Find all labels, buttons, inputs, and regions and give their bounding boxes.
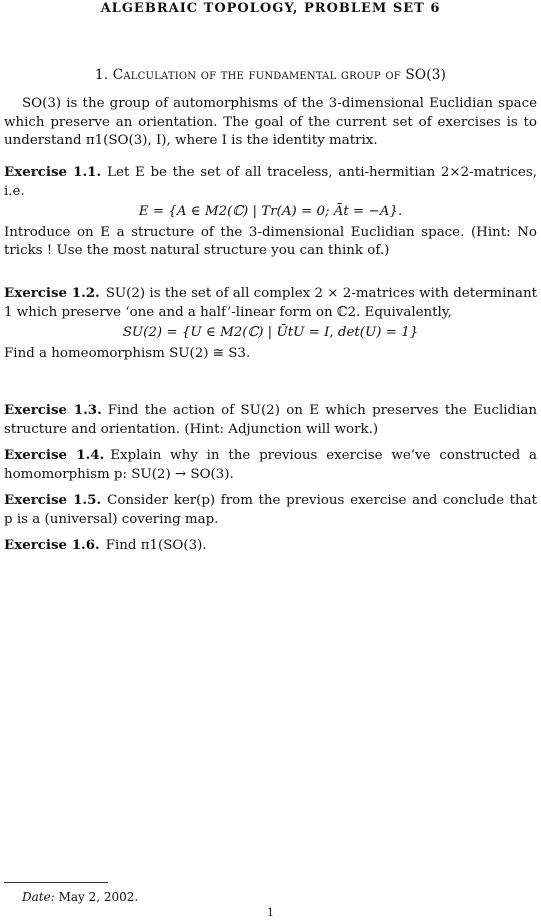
exercise-1-3 xyxy=(4,401,537,439)
footnote-label: Date: xyxy=(22,890,55,904)
exercise-text: Find the action of SU(2) on E which preserves the Euclidian structure and orientation. (Hint: Adjunction will work.) xyxy=(4,403,537,437)
exercise-label: Exercise 1.1. xyxy=(4,164,102,180)
exercise-followup: Find a homeomorphism SU(2) ≅ S3. xyxy=(4,345,251,361)
display-equation: E = {A ∈ M2(ℂ) | Tr(A) = 0; Āt = −A}. xyxy=(138,204,403,220)
exercise-label: Exercise 1.3. xyxy=(4,402,102,418)
exercise-text: Consider ker(p) from the previous exercise and conclude that p is a (universal) covering map. xyxy=(4,493,537,527)
exercise-followup: Introduce on E a structure of the 3-dimensional Euclidian space. (Hint: No tricks ! Use the most natural structure you can think of.) xyxy=(4,224,537,259)
exercise-1-6 xyxy=(4,536,537,556)
page-number: 1 xyxy=(267,906,274,919)
intro-paragraph: SO(3) is the group of automorphisms of the 3-dimensional Euclidian space which preserve an orientation. The goal of the current set of exercises is to understand π1(SO(3), I), where I is the identity matrix. xyxy=(4,96,537,149)
section-heading: 1. Calculation of the fundamental group of SO(3) xyxy=(94,67,447,83)
exercise-label: Exercise 1.6. xyxy=(4,537,100,553)
intro-block xyxy=(4,95,537,151)
exercise-text: Explain why in the previous exercise we’ve constructed a homomorphism p: SU(2) → SO(3). xyxy=(4,448,537,482)
exercise-text: Find π1(SO(3). xyxy=(105,538,207,553)
display-equation: SU(2) = {U ∈ M2(ℂ) | ŪtU = I, det(U) = 1} xyxy=(122,325,419,341)
exercise-1-4 xyxy=(4,446,537,484)
exercise-1-1 xyxy=(4,163,537,261)
page-title: ALGEBRAIC TOPOLOGY, PROBLEM SET 6 xyxy=(100,1,441,16)
footnote-text: May 2, 2002. xyxy=(58,890,139,904)
exercise-label: Exercise 1.4. xyxy=(4,447,105,463)
exercise-text: Let E be the set of all traceless, anti-hermitian 2×2-matrices, i.e. xyxy=(4,165,537,199)
footnote-rule xyxy=(4,882,108,883)
exercise-1-5 xyxy=(4,491,537,529)
exercise-label: Exercise 1.5. xyxy=(4,492,102,508)
exercise-label: Exercise 1.2. xyxy=(4,285,100,301)
exercise-text: SU(2) is the set of all complex 2 × 2-matrices with determinant 1 which preserve ‘one and a half’-linear form on ℂ2. Equivalently, xyxy=(4,286,537,320)
exercise-1-2 xyxy=(4,284,537,363)
